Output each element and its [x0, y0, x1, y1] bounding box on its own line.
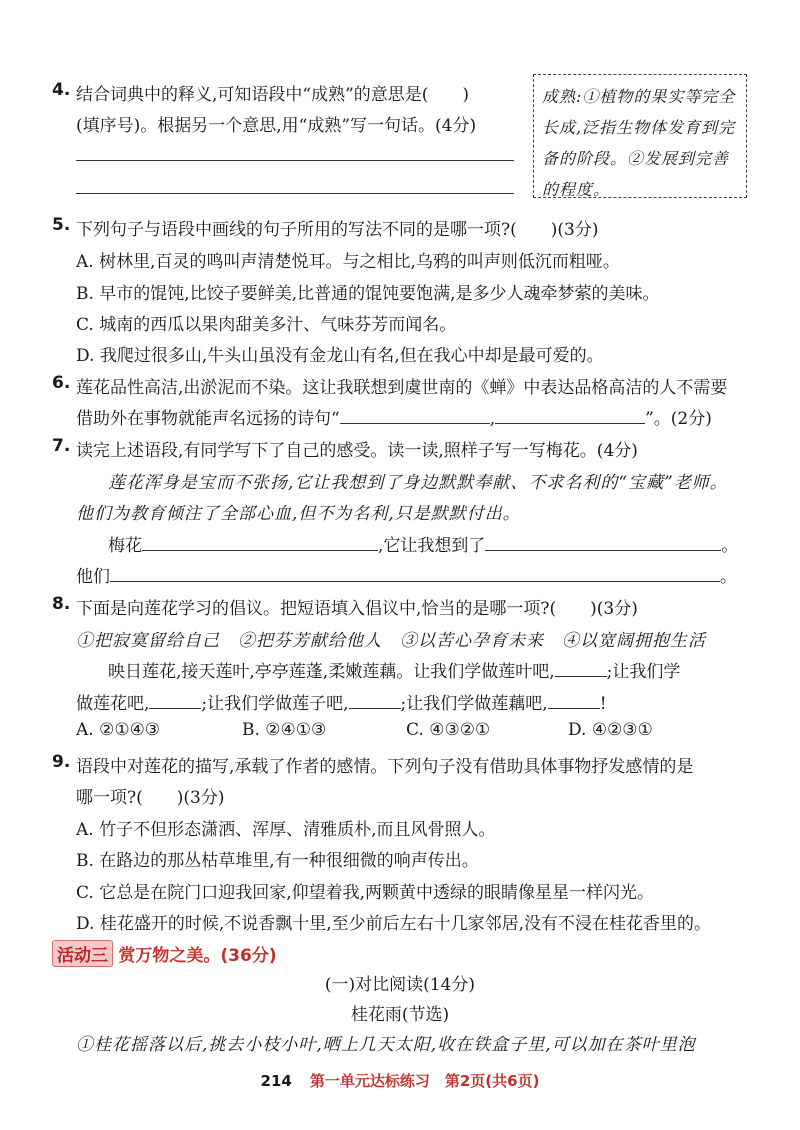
q7-fill-text-e: 。: [720, 567, 737, 587]
q6-blank-2[interactable]: [495, 407, 645, 424]
activity-title: 赏万物之美。(36分): [118, 946, 277, 966]
q5-number: 5.: [52, 215, 71, 235]
q4-number: 4.: [52, 80, 71, 100]
q8-blank-2[interactable]: [149, 692, 201, 709]
q8-option-c[interactable]: C. ④③②①: [406, 720, 491, 740]
q6-number: 6.: [52, 373, 71, 393]
q7-blank-3[interactable]: [110, 565, 720, 582]
q7-fill-text-d: 他们: [76, 567, 110, 587]
q8-stem: 下面是向莲花学习的倡议。把短语填入倡议中,恰当的是哪一项?( )(3分): [76, 599, 638, 619]
q6-line1: 莲花品性高洁,出淤泥而不染。这让我联想到虞世南的《蝉》中表达品格高洁的人不需要: [76, 378, 728, 398]
q7-fill-text-b: ,它让我想到了: [378, 536, 486, 556]
q7-example-line2: 他们为教育倾注了全部心血,但不为名利,只是默默付出。: [76, 504, 521, 524]
q8-phrases: ①把寂寞留给自己 ②把芬芳献给他人 ③以苦心孕育未来 ④以宽阔拥抱生活: [76, 631, 706, 651]
q7-blank-2[interactable]: [485, 534, 721, 551]
q8-option-b[interactable]: B. ②④①③: [242, 720, 327, 740]
q8-number: 8.: [52, 594, 71, 614]
q4-answer-line-1[interactable]: [76, 160, 514, 161]
q8-blank-1[interactable]: [555, 660, 607, 677]
q7-number: 7.: [52, 436, 71, 456]
q6-line2-text-a: 借助外在事物就能声名远扬的诗句“: [76, 409, 340, 429]
q7-fill-text-c: 。: [721, 536, 739, 556]
q9-option-b[interactable]: B. 在路边的那丛枯草堆里,有一种很细微的响声传出。: [76, 851, 479, 871]
q6-line2: [76, 404, 712, 429]
q5-option-c[interactable]: C. 城南的西瓜以果肉甜美多汁、气味芬芳而闻名。: [76, 315, 457, 335]
q8-blank-4[interactable]: [548, 692, 600, 709]
passage-paragraph-1: ①桂花摇落以后,挑去小枝小叶,晒上几天太阳,收在铁盒子里,可以加在茶叶里泡: [76, 1035, 696, 1055]
q6-blank-1[interactable]: [340, 407, 490, 424]
q5-option-b[interactable]: B. 早市的馄饨,比饺子要鲜美,比普通的馄饨要饱满,是多少人魂牵梦萦的美味。: [76, 284, 660, 304]
q8-text-line1: [108, 657, 680, 682]
q4-line2: (填序号)。根据另一个意思,用“成熟”写一句话。(4分): [76, 116, 477, 136]
q9-line1: 语段中对莲花的描写,承载了作者的感情。下列句子没有借助具体事物抒发感情的是: [76, 757, 694, 777]
footer-text: 第一单元达标练习 第2页(共6页): [309, 1072, 540, 1090]
q9-line2: 哪一项?( )(3分): [76, 788, 225, 808]
activity-tag: 活动三: [52, 940, 113, 967]
q9-option-d[interactable]: D. 桂花盛开的时候,不说香飘十里,至少前后左右十几家邻居,没有不浸在桂花香里的。: [76, 914, 712, 934]
q7-fill-line1: [108, 531, 738, 556]
q7-blank-1[interactable]: [142, 534, 378, 551]
q8-text2b: ;让我们学做莲子吧,: [201, 694, 349, 714]
q5-option-a[interactable]: A. 树林里,百灵的鸣叫声清楚悦耳。与之相比,乌鸦的叫声则低沉而粗哑。: [76, 252, 620, 272]
q8-option-a[interactable]: A. ②①④③: [76, 720, 161, 740]
q4-answer-line-2[interactable]: [76, 193, 514, 194]
q8-option-d[interactable]: D. ④②③①: [568, 720, 653, 740]
q6-line2-text-c: ”。(2分): [645, 409, 712, 429]
q8-text2a: 做莲花吧,: [76, 694, 150, 714]
q7-example-line1: 莲花浑身是宝而不张扬,它让我想到了身边默默奉献、不求名利的“宝藏”老师。: [108, 473, 728, 493]
q8-text1b: ;让我们学: [606, 662, 681, 682]
q6-line2-text-b: ,: [489, 409, 496, 429]
q8-text2d: !: [599, 694, 607, 714]
q8-text2c: ;让我们学做莲藕吧,: [400, 694, 548, 714]
q8-blank-3[interactable]: [349, 692, 401, 709]
q9-option-c[interactable]: C. 它总是在院门口迎我回家,仰望着我,两颗黄中透绿的眼睛像星星一样闪光。: [76, 883, 655, 903]
q4-line1: 结合词典中的释义,可知语段中“成熟”的意思是( ): [76, 85, 470, 105]
q9-option-a[interactable]: A. 竹子不但形态潇洒、浑厚、清雅质朴,而且风骨照人。: [76, 820, 496, 840]
q8-text-line2: [76, 689, 607, 714]
q8-text1: 映日莲花,接天莲叶,亭亭莲蓬,柔嫩莲藕。让我们学做莲叶吧,: [108, 662, 555, 682]
q9-number: 9.: [52, 752, 71, 772]
passage-title: 桂花雨(节选): [350, 1005, 450, 1025]
definition-box: 成熟:①植物的果实等完全长成,泛指生物体发育到完备的阶段。②发展到完善的程度。: [533, 74, 747, 198]
page-number: 214: [260, 1072, 292, 1090]
q7-stem: 读完上述语段,有同学写下了自己的感受。读一读,照样子写一写梅花。(4分): [76, 441, 638, 461]
q5-stem: 下列句子与语段中画线的句子所用的写法不同的是哪一项?( )(3分): [76, 220, 599, 240]
q5-option-d[interactable]: D. 我爬过很多山,牛头山虽没有金龙山有名,但在我心中却是最可爱的。: [76, 346, 604, 366]
q7-fill-text-a: 梅花: [108, 536, 142, 556]
q7-fill-line2: [76, 562, 737, 587]
section-title: (一)对比阅读(14分): [324, 975, 476, 995]
page-footer: [0, 1070, 800, 1091]
activity-heading: [52, 940, 277, 967]
